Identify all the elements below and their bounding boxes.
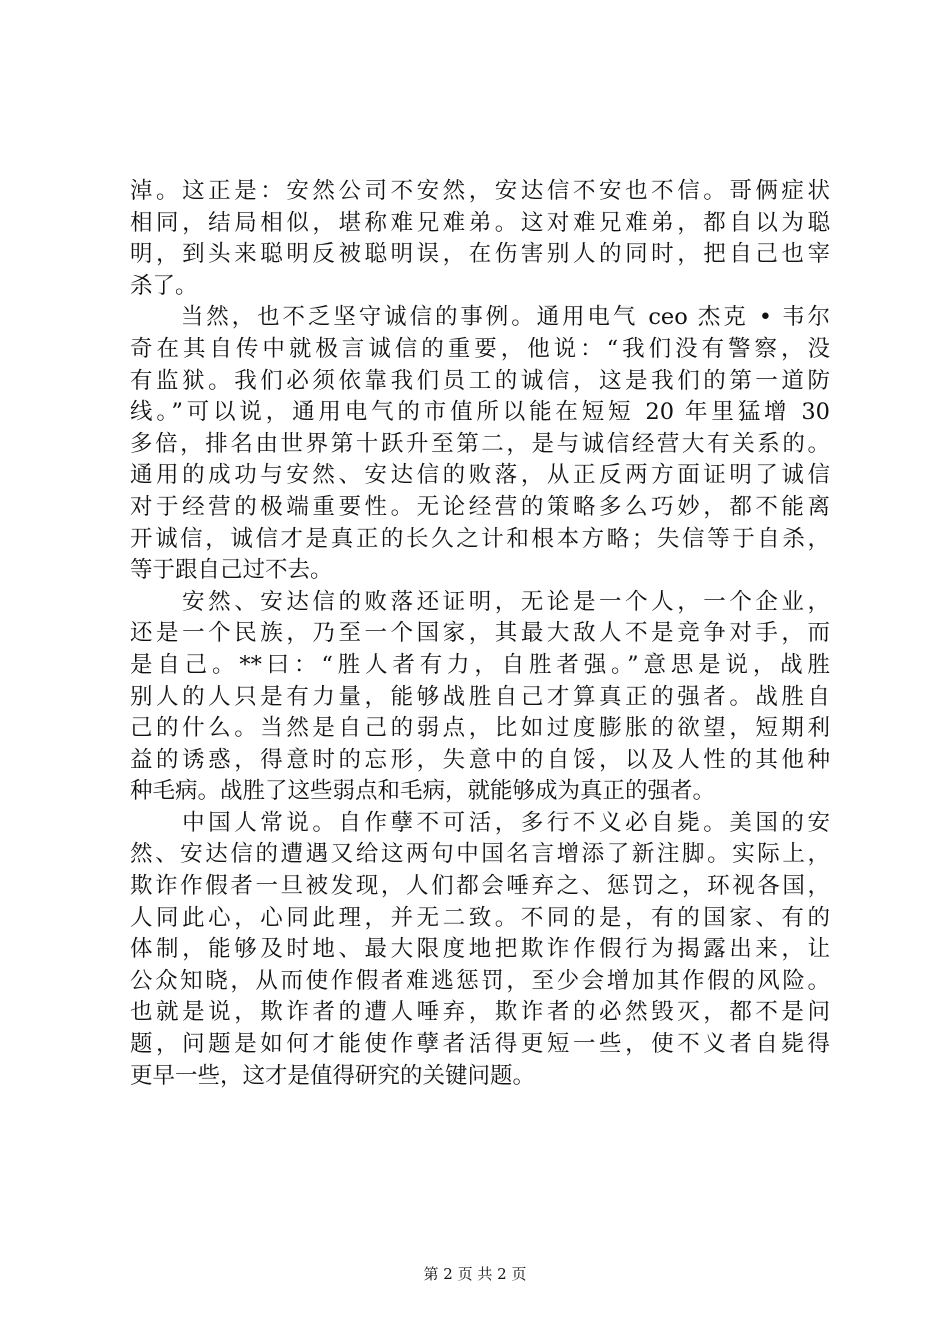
text-line: 淖。这正是：安然公司不安然，安达信不安也不信。哥俩症状 bbox=[130, 178, 830, 204]
text-line: 中国人常说。自作孽不可活，多行不义必自毙。美国的安 bbox=[130, 809, 830, 836]
text-line: 也就是说，欺诈者的遭人唾弃，欺诈者的必然毁灭，都不是问 bbox=[130, 999, 830, 1026]
paragraph bbox=[130, 176, 830, 302]
text-line: 相同，结局相似，堪称难兄难弟。这对难兄难弟，都自以为聪 bbox=[130, 209, 830, 236]
text-line: 还是一个民族，乃至一个国家，其最大敌人不是竞争对手，而 bbox=[130, 620, 830, 647]
page-number: 第 2 页 共 2 页 bbox=[423, 1265, 527, 1283]
text-line: 己的什么。当然是自己的弱点，比如过度膨胀的欲望，短期利 bbox=[130, 715, 830, 742]
text-line: 欺诈作假者一旦被发现，人们都会唾弃之、惩罚之，环视各国， bbox=[130, 873, 830, 900]
text-line: 等于跟自己过不去。 bbox=[130, 557, 333, 584]
text-line: 体制，能够及时地、最大限度地把欺诈作假行为揭露出来，让 bbox=[130, 936, 830, 963]
document-body bbox=[130, 176, 830, 1092]
text-line: 多倍，排名由世界第十跃升至第二，是与诚信经营大有关系的。 bbox=[130, 430, 830, 457]
text-line: 开诚信，诚信才是真正的长久之计和根本方略；失信等于自杀， bbox=[130, 525, 830, 552]
text-line: 杀了。 bbox=[130, 272, 198, 299]
text-line: 当然，也不乏坚守诚信的事例。通用电气 ceo 杰克 • 韦尔 bbox=[130, 304, 830, 331]
text-line: 别人的人只是有力量，能够战胜自己才算真正的强者。战胜自 bbox=[130, 683, 830, 710]
text-line: 线。”可以说，通用电气的市值所以能在短短 20 年里猛增 30 bbox=[130, 399, 830, 426]
text-line: 题，问题是如何才能使作孽者活得更短一些，使不义者自毙得 bbox=[130, 1031, 830, 1058]
text-line: 有监狱。我们必须依靠我们员工的诚信，这是我们的第一道防 bbox=[130, 367, 830, 394]
paragraph bbox=[130, 808, 830, 1092]
text-line: 奇在其自传中就极言诚信的重要，他说：“我们没有警察，没 bbox=[130, 335, 830, 362]
text-line: 种毛病。战胜了这些弱点和毛病，就能够成为真正的强者。 bbox=[130, 778, 716, 805]
text-line: 安然、安达信的败落还证明，无论是一个人，一个企业， bbox=[130, 588, 830, 615]
text-line: 明，到头来聪明反被聪明误，在伤害别人的同时，把自己也宰 bbox=[130, 241, 830, 268]
text-line: 是自己。**曰：“胜人者有力，自胜者强。”意思是说，战胜 bbox=[130, 651, 830, 678]
text-line: 公众知晓，从而使作假者难逃惩罚，至少会增加其作假的风险。 bbox=[130, 967, 830, 994]
text-line: 然、安达信的遭遇又给这两句中国名言增添了新注脚。实际上， bbox=[130, 841, 830, 868]
text-line: 通用的成功与安然、安达信的败落，从正反两方面证明了诚信 bbox=[130, 462, 830, 489]
text-line: 更早一些，这才是值得研究的关键问题。 bbox=[130, 1062, 536, 1089]
text-line: 益的诱惑，得意时的忘形，失意中的自馁，以及人性的其他种 bbox=[130, 746, 830, 773]
paragraph bbox=[130, 302, 830, 586]
text-line: 对于经营的极端重要性。无论经营的策略多么巧妙，都不能离 bbox=[130, 493, 830, 520]
text-line: 人同此心，心同此理，并无二致。不同的是，有的国家、有的 bbox=[130, 904, 830, 931]
page-footer bbox=[0, 1264, 950, 1284]
paragraph bbox=[130, 587, 830, 808]
